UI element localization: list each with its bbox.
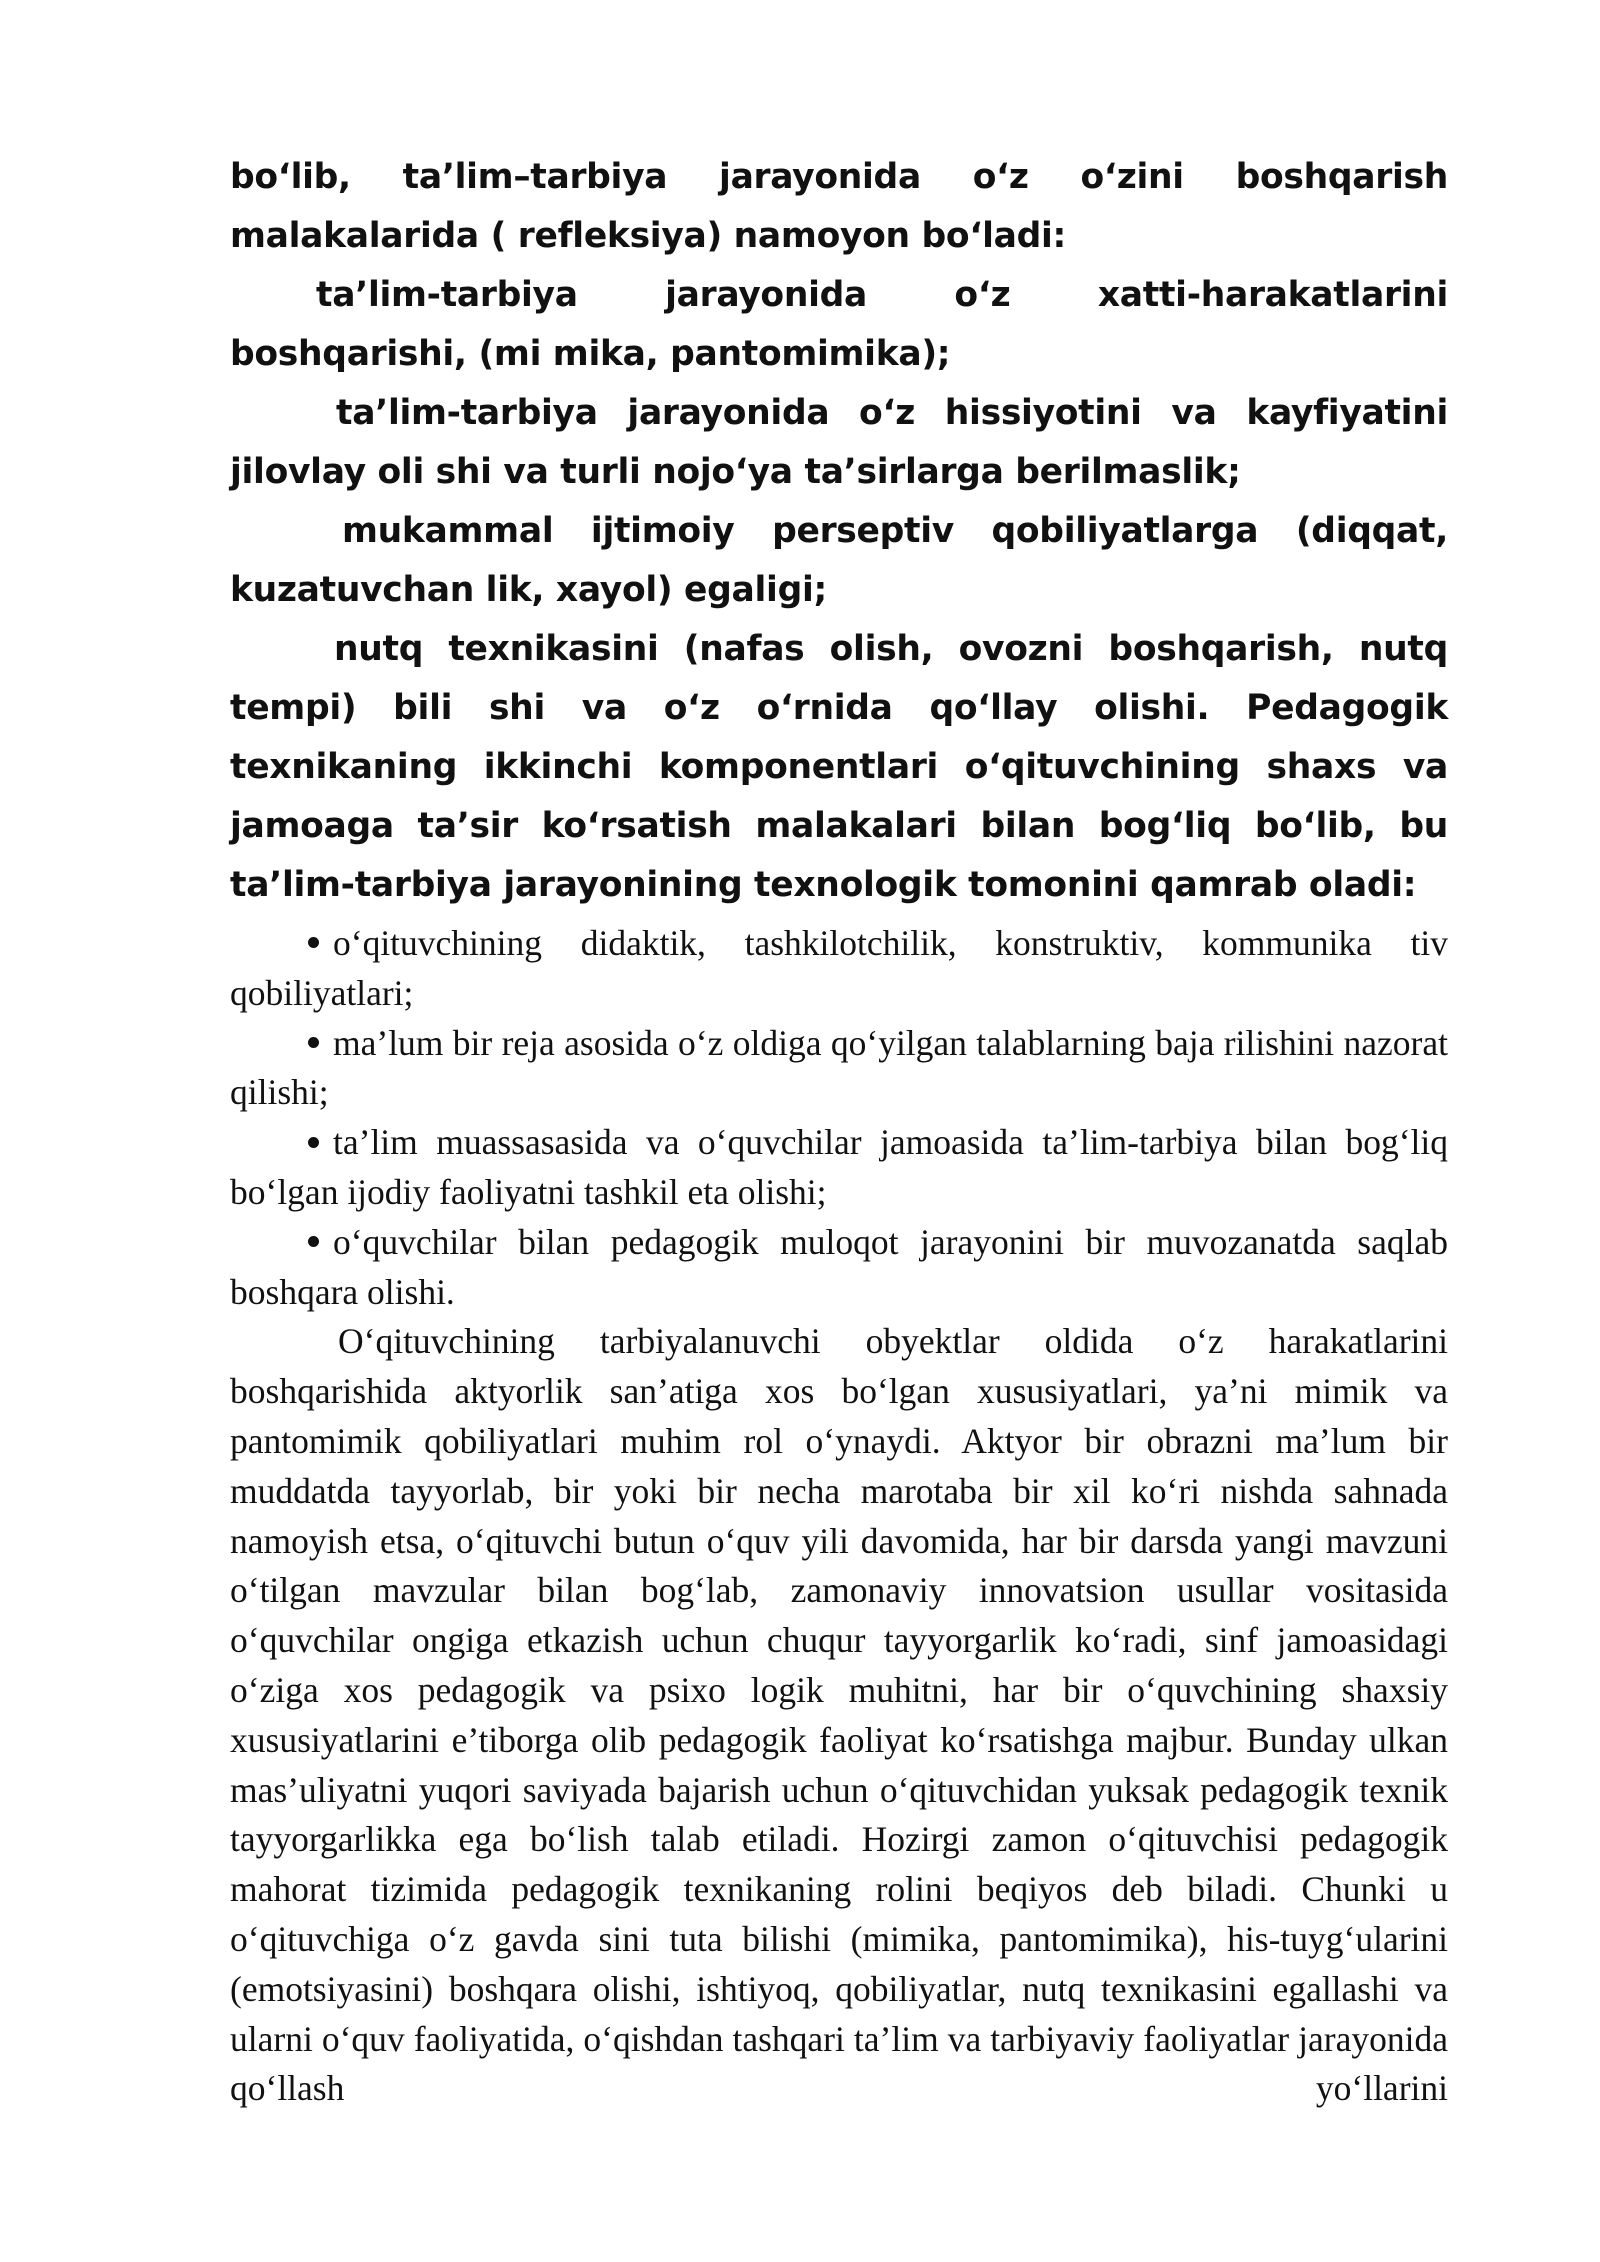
bullet-icon [308,1137,319,1148]
document-page [230,148,1448,2114]
list-item [230,919,1448,1019]
list-item [230,1118,1448,1218]
list-item-text: ma’lum bir reja asosida o‘z oldiga qo‘yilgan talablarning baja rilishini nazorat qilishi; [230,1022,1448,1113]
bold-section [230,148,1448,915]
bold-paragraph-emotions: ta’lim-tarbiya jarayonida o‘z hissiyotini va kayfiyatini jilovlay oli shi va turli nojo‘ya ta’sirlarga berilmaslik; [230,393,1448,492]
list-item-text: o‘qituvchining didaktik, tashkilotchilik, konstruktiv, kommunika tiv qobiliyatlari; [230,923,1448,1013]
serif-section [230,919,1448,2114]
bullet-icon [308,1236,319,1247]
bullet-icon [308,1037,319,1048]
bold-paragraph-perceptive: mukammal ijtimoiy perseptiv qobiliyatlarga (diqqat, kuzatuvchan lik, xayol) egaligi; [230,511,1448,610]
list-item-text: o‘quvchilar bilan pedagogik muloqot jarayonini bir muvozanatda saqlab boshqara olishi. [230,1221,1448,1312]
bold-paragraph-behavior: ta’lim-tarbiya jarayonida o‘z xatti-harakatlarini boshqarishi, (mi mika, pantomimika); [230,275,1448,374]
bold-paragraph-speech: nutq texnikasini (nafas olish, ovozni boshqarish, nutq tempi) bili shi va o‘z o‘rnida qo‘llay olishi. Pedagogik texnikaning ikkinchi komponentlari o‘qituvchining shaxs va jamoaga ta’sir ko‘rsatish malakalari bilan bog‘liq bo‘lib, bu ta’lim-tarbiya jarayonining texnologik tomonini qamrab oladi: [230,629,1448,905]
bullet-icon [308,937,319,948]
list-item-text: ta’lim muassasasida va o‘quvchilar jamoasida ta’lim-tarbiya bilan bog‘liq bo‘lgan ijodiy faoliyatni tashkil eta olishi; [230,1122,1448,1212]
body-paragraph: O‘qituvchining tarbiyalanuvchi obyektlar oldida o‘z harakatlarini boshqarishida aktyorlik san’atiga xos bo‘lgan xususiyatlari, ya’ni mimik va pantomimik qobiliyatlari muhim rol o‘ynaydi. Aktyor bir obrazni ma’lum bir muddatda tayyorlab, bir yoki bir necha marotaba bir xil ko‘ri nishda sahnada namoyish etsa, o‘qituvchi butun o‘quv yili davomida, har bir darsda yangi mavzuni o‘tilgan mavzular bilan bog‘lab, zamonaviy innovatsion usullar vositasida o‘quvchilar ongiga etkazish uchun chuqur tayyorgarlik ko‘radi, sinf jamoasidagi o‘ziga xos pedagogik va psixo logik muhitni, har bir o‘quvchining shaxsiy xususiyatlarini e’tiborga olib pedagogik faoliyat ko‘rsatishga majbur. Bunday ulkan mas’uliyatni yuqori saviyada bajarish uchun o‘qituvchidan yuksak pedagogik texnik tayyorgarlikka ega bo‘lish talab etiladi. Hozirgi zamon o‘qituvchisi pedagogik mahorat tizimida pedagogik texnikaning rolini beqiyos deb biladi. Chunki u o‘qituvchiga o‘z gavda sini tuta bilishi (mimika, pantomimika), his-tuyg‘ularini (emotsiyasini) boshqara olishi, ishtiyoq, qobiliyatlar, nutq texnikasini egallashi va ularni o‘quv faoliyatida, o‘qishdan tashqari ta’lim va tarbiyaviy faoliyatlar jarayonida qo‘llash yo‘llarini [230,1321,1448,2109]
list-item [230,1218,1448,1318]
bold-paragraph-intro: bo‘lib, ta’lim–tarbiya jarayonida o‘z o‘zini boshqarish malakalarida ( refleksiya) namoyon bo‘ladi: [230,157,1448,256]
list-item [230,1019,1448,1119]
